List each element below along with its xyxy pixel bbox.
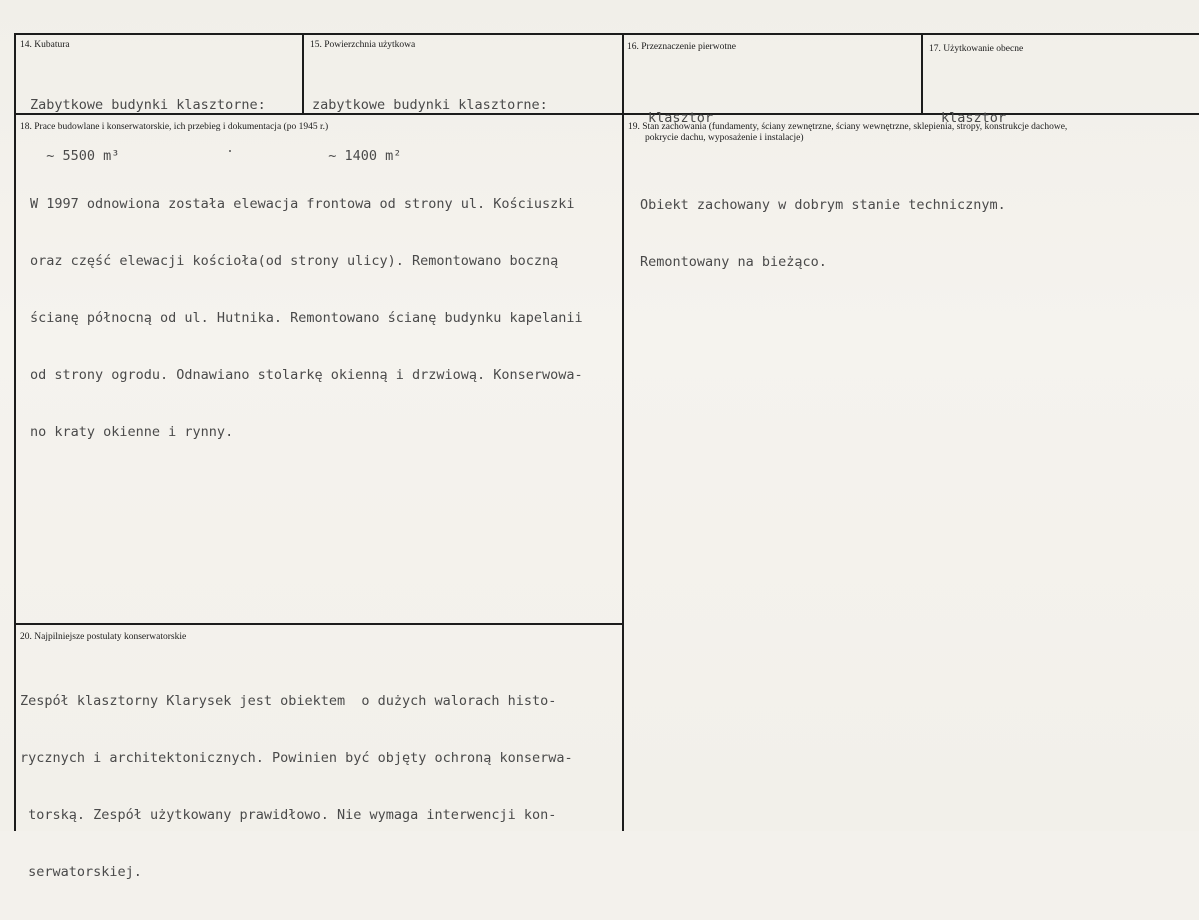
field-17-label: 17. Użytkowanie obecne bbox=[929, 44, 1024, 54]
field-18-value bbox=[30, 157, 583, 480]
field-20-line-1: Zespół klasztorny Klarysek jest obiektem o dużych walorach histo- bbox=[20, 693, 557, 709]
divider-18-20 bbox=[14, 623, 624, 625]
field-19-label-line-2: pokrycie dachu, wyposażenie i instalacje) bbox=[645, 133, 804, 143]
field-20-line-3: torską. Zespół użytkowany prawidłowo. Nie wymaga interwencji kon- bbox=[20, 807, 557, 823]
field-15-line-1: zabytkowe budynki klasztorne: bbox=[312, 97, 548, 113]
field-18-label: 18. Prace budowlane i konserwatorskie, ich przebieg i dokumentacja (po 1945 r.) bbox=[20, 122, 329, 132]
ink-speck bbox=[229, 150, 231, 152]
field-14-line-2: ~ 5500 m³ bbox=[30, 148, 120, 164]
field-15-label: 15. Powierzchnia użytkowa bbox=[310, 40, 416, 50]
field-18-line-2: oraz część elewacji kościoła(od strony ulicy). Remontowano boczną bbox=[30, 253, 559, 269]
field-15-line-2: ~ 1400 m² bbox=[312, 148, 402, 164]
field-18-line-4: od strony ogrodu. Odnawiano stolarkę okienną i drzwiową. Konserwowa- bbox=[30, 367, 583, 383]
field-19-label-line-1: 19. Stan zachowania (fundamenty, ściany zewnętrzne, ściany wewnętrzne, sklepienia, stropy, konstrukcje dachowe, bbox=[628, 122, 1068, 132]
field-17-value bbox=[941, 71, 1006, 166]
center-divider bbox=[622, 33, 624, 831]
field-19-value bbox=[640, 158, 1006, 310]
field-18-line-5: no kraty okienne i rynny. bbox=[30, 424, 234, 440]
field-19-label bbox=[628, 122, 1067, 144]
field-16-label: 16. Przeznaczenie pierwotne bbox=[627, 42, 736, 52]
field-20-label: 20. Najpilniejsze postulaty konserwatorskie bbox=[20, 632, 187, 642]
divider-16-17 bbox=[921, 33, 923, 115]
field-17-line-1: klasztor bbox=[941, 110, 1007, 126]
field-19-line-2: Remontowany na bieżąco. bbox=[640, 254, 827, 270]
field-16-value bbox=[648, 71, 713, 166]
divider-14-15 bbox=[302, 33, 304, 115]
field-16-line-1: klasztor bbox=[648, 110, 714, 126]
field-14-label: 14. Kubatura bbox=[20, 40, 70, 50]
field-14-line-1: Zabytkowe budynki klasztorne: bbox=[30, 97, 266, 113]
field-20-line-4: serwatorskiej. bbox=[20, 864, 142, 880]
left-border bbox=[14, 33, 16, 831]
field-20-value bbox=[20, 654, 573, 920]
top-border bbox=[14, 33, 1199, 35]
field-19-line-1: Obiekt zachowany w dobrym stanie technicznym. bbox=[640, 197, 1006, 213]
field-20-line-2: rycznych i architektonicznych. Powinien być objęty ochroną konserwa- bbox=[20, 750, 573, 766]
field-18-line-1: W 1997 odnowiona została elewacja frontowa od strony ul. Kościuszki bbox=[30, 196, 575, 212]
field-18-line-3: ścianę północną od ul. Hutnika. Remontowano ścianę budynku kapelanii bbox=[30, 310, 583, 326]
